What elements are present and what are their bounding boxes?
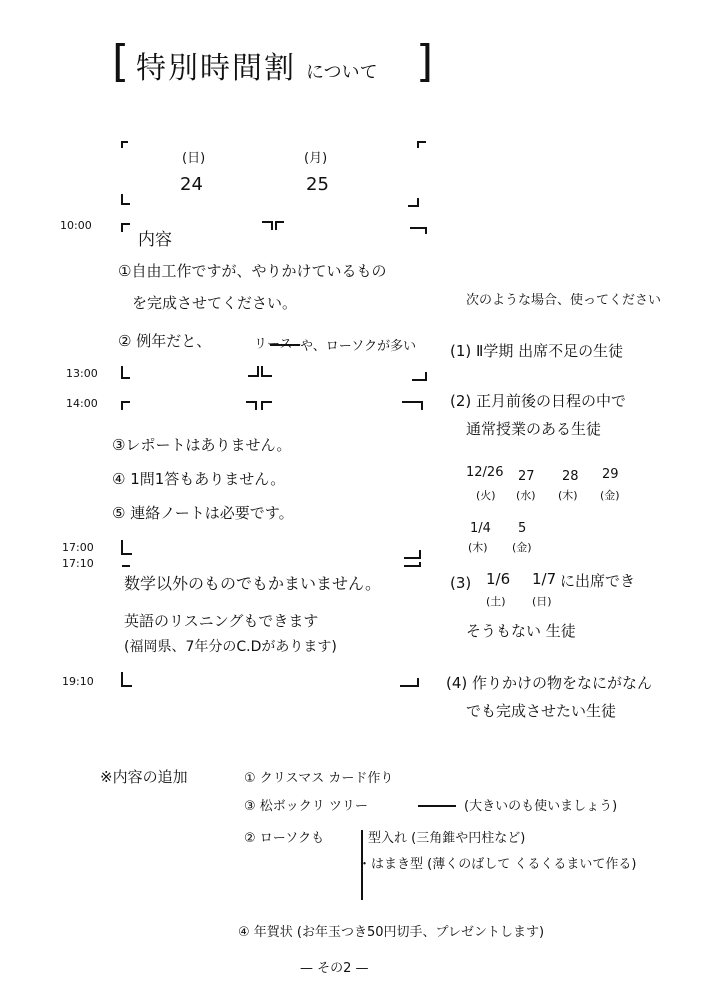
date-28: 28 [562,469,579,484]
block2-line3: ⑤ 連絡ノートは必要です。 [112,504,294,522]
date-16: 1/6 [486,570,511,588]
weekday-sun: (日) [532,595,552,608]
day2-weekday: (月) [304,151,328,166]
block1-line3-b: リース [254,337,293,352]
addition-pine-tree-note: (大きいのも使いましょう) [464,799,618,814]
block1-line2: を完成させてください。 [132,294,298,312]
addition-candle-sub1: 型入れ (三角錐や円柱など) [368,831,526,846]
weekday-thu-2: (木) [468,541,488,554]
title-close-bracket: ] [416,36,436,87]
weekday-thu: (木) [558,489,578,502]
right-item2-b: 通常授業のある生徒 [466,420,602,438]
addition-christmas-card: ① クリスマス カード作り [244,771,394,786]
right-intro: 次のような場合、使ってください [466,293,662,308]
block1-line3-a: ② 例年だと、 [118,332,212,350]
date-1226: 12/26 [466,465,504,480]
day2-date: 25 [306,174,329,195]
block2-line1: ③レポートはありません。 [112,436,292,454]
day1-date: 24 [180,174,203,195]
right-item4-b: でも完成させたい生徒 [466,702,617,720]
time-1700: 17:00 [62,541,94,554]
addition-pine-tree: ③ 松ボックリ ツリー [244,799,368,814]
page-title-suffix: について [306,62,378,83]
right-item3-label: (3) [450,574,472,592]
addition-candle: ② ローソクも [244,831,325,846]
block3-line2: 英語のリスニングもできます [124,612,319,630]
time-1000: 10:00 [60,219,92,232]
weekday-tue: (火) [476,489,496,502]
title-open-bracket: [ [112,36,132,87]
block3-line3: (福岡県、7年分のC.Dがあります) [124,639,337,655]
date-27: 27 [518,469,535,484]
weekday-sat: (土) [486,595,506,608]
date-17: 1/7 [532,570,557,588]
page-title: 特別時間割 [136,51,296,86]
right-item1: (1) Ⅱ学期 出席不足の生徒 [450,342,624,360]
time-1300: 13:00 [66,367,98,380]
day1-weekday: (日) [182,151,206,166]
block3-line1: 数学以外のものでもかまいません。 [124,574,381,593]
page-number: — その2 — [300,961,369,976]
date-14: 1/4 [470,521,491,536]
block1-line1: ①自由工作ですが、やりかけているもの [118,262,387,280]
right-item2-a: (2) 正月前後の日程の中で [450,392,627,410]
addition-candle-sub2: ・はまき型 (薄くのばして くるくるまいて作る) [358,857,637,872]
right-item3-tail: に出席でき [560,572,636,590]
date-29: 29 [602,467,619,482]
time-1400: 14:00 [66,397,98,410]
weekday-fri-2: (金) [512,541,532,554]
block2-line2: ④ 1問1答もありません。 [112,470,286,488]
weekday-wed: (水) [516,489,536,502]
time-1710: 17:10 [62,557,94,570]
right-item4-a: (4) 作りかけの物をなにがなん [446,674,653,692]
right-item3-b: そうもない 生徒 [466,622,576,640]
addition-new-year-card: ④ 年賀状 (お年玉つき50円切手、プレゼントします) [238,925,545,940]
time-1910: 19:10 [62,675,94,688]
date-5: 5 [518,521,527,536]
block1-line3-c: や、ローソクが多い [300,339,417,354]
weekday-fri: (金) [600,489,620,502]
content-heading: 内容 [138,230,172,250]
additions-label: ※内容の追加 [100,768,188,786]
